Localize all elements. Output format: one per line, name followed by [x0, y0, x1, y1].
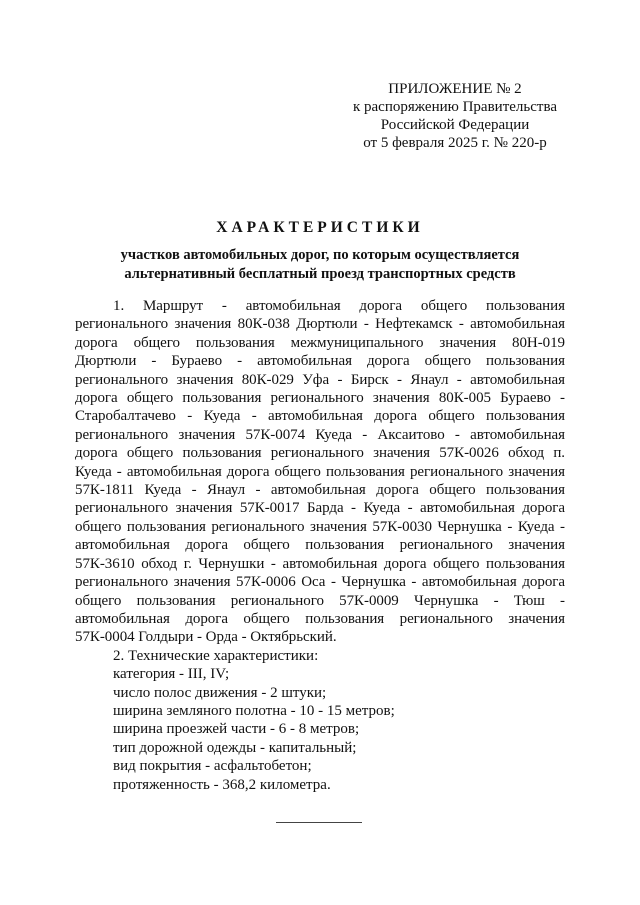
tech-heading: 2. Технические характеристики:	[113, 647, 319, 664]
appendix-header	[340, 80, 570, 152]
appendix-authority: Российской Федерации	[380, 117, 530, 133]
tech-item-length: протяженность - 368,2 километра.	[113, 776, 331, 793]
tech-item-pavement-type: тип дорожной одежды - капитальный;	[113, 739, 357, 756]
appendix-number: ПРИЛОЖЕНИЕ № 2	[388, 81, 522, 97]
tech-item-lanes: число полос движения - 2 штуки;	[113, 684, 327, 701]
route-paragraph: 1. Маршрут - автомобильная дорога общего пользования регионального значения 80К-038 Дюртюли - Нефтекамск - автомобильная дорога общего пользования межмуниципального значения 80Н-019 Дюртюли - Бураево - автомобильная дорога общего пользования регионального значения 80К-029 Уфа - Бирск - Янаул - автомобильная дорога общего пользования регионального значения 80К-005 Бураево - Старобалтачево - Куеда - автомобильная дорога общего пользования регионального значения 57К-0074 Куеда - Аксаитово - автомобильная дорога общего пользования регионального значения 57К-0026 обход п. Куеда - автомобильная дорога общего пользования регионального значения 57К-1811 Куеда - Янаул - автомобильная дорога общего пользования регионального значения 57К-0017 Барда - Куеда - автомобильная дорога общего пользования регионального значения 57К-0030 Чернушка - Куеда - автомобильная дорога общего пользования регионального значения 57К-3610 обход г. Чернушки - автомобильная дорога общего пользования регионального значения 57К-0006 Оса - Чернушка - автомобильная дорога общего пользования регионального 57К-0009 Чернушка - Тюш - автомобильная дорога общего пользования регионального значения 57К-0004 Голдыри - Орда - Октябрьский.	[75, 298, 565, 646]
document-body	[75, 297, 565, 794]
tech-item-surface-type: вид покрытия - асфальтобетон;	[113, 758, 312, 775]
tech-list	[75, 665, 565, 794]
document-title: ХАРАКТЕРИСТИКИ	[216, 219, 424, 236]
separator-line	[276, 822, 362, 823]
appendix-date: от 5 февраля 2025 г. № 220-р	[363, 135, 547, 151]
tech-item-roadbed-width: ширина земляного полотна - 10 - 15 метров;	[113, 702, 395, 719]
appendix-order-line: к распоряжению Правительства	[352, 99, 557, 115]
subtitle-line-2: альтернативный бесплатный проезд транспортных средств	[124, 266, 516, 282]
tech-item-category: категория - III, IV;	[113, 666, 230, 683]
subtitle-line-1: участков автомобильных дорог, по которым осуществляется	[120, 247, 520, 263]
document-subtitle	[75, 246, 565, 284]
tech-item-carriageway-width: ширина проезжей части - 6 - 8 метров;	[113, 721, 360, 738]
